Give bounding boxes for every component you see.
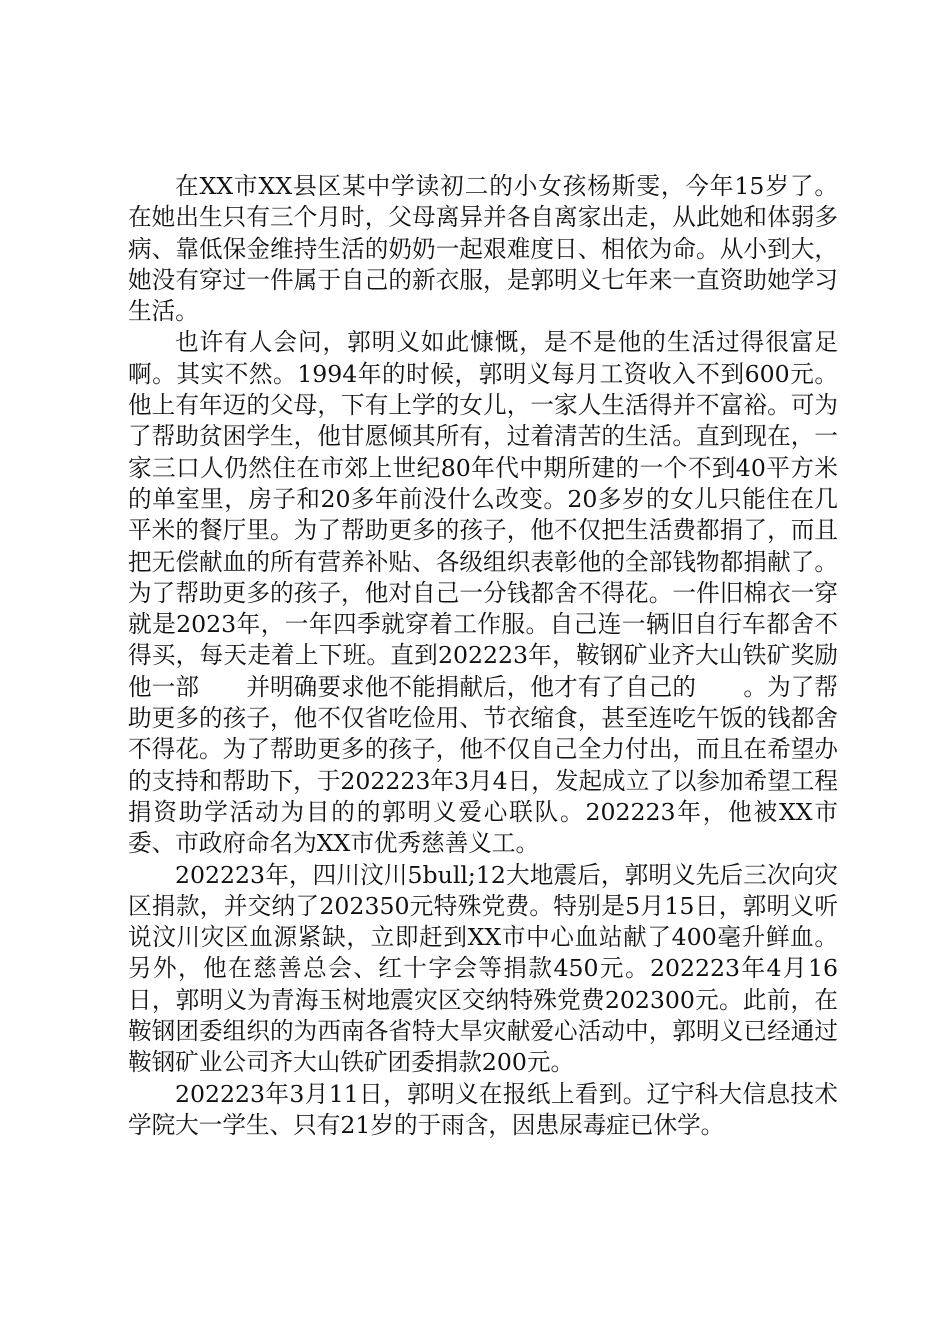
paragraph-3: 202223年，四川汶川5bull;12大地震后，郭明义先后三次向灾区捐款，并交纳了202350元特殊党费。特别是5月15日，郭明义听说汶川灾区血源紧缺，立即赶到XX市中心血站献了400毫升鲜血。另外，他在慈善总会、红十字会等捐款450元。202223年4月16日，郭明义为青海玉树地震灾区交纳特殊党费202300元。此前，在鞍钢团委组织的为西南各省特大旱灾献爱心活动中，郭明义已经通过鞍钢矿业公司齐大山铁矿团委捐款200元。: [128, 860, 838, 1077]
paragraph-4: 202223年3月11日，郭明义在报纸上看到。辽宁科大信息技术学院大一学生、只有21岁的于雨含，因患尿毒症已休学。: [128, 1079, 838, 1139]
paragraph-1: 在XX市XX县区某中学读初二的小女孩杨斯雯，今年15岁了。在她出生只有三个月时，父母离异并各自离家出走，从此她和体弱多病、靠低保金维持生活的奶奶一起艰难度日、相依为命。从小到大，她没有穿过一件属于自己的新衣服，是郭明义七年来一直资助她学习生活。: [128, 172, 838, 326]
document-body: [128, 171, 838, 1141]
paragraph-2: 也许有人会问，郭明义如此慷慨，是不是他的生活过得很富足啊。其实不然。1994年的时候，郭明义每月工资收入不到600元。他上有年迈的父母，下有上学的女儿，一家人生活得并不富裕。可为了帮助贫困学生，他甘愿倾其所有，过着清苦的生活。直到现在，一家三口人仍然住在市郊上世纪80年代中期所建的一个不到40平方米的单室里，房子和20多年前没什么改变。20多岁的女儿只能住在几平米的餐厅里。为了帮助更多的孩子，他不仅把生活费都捐了，而且把无偿献血的所有营养补贴、各级组织表彰他的全部钱物都捐献了。为了帮助更多的孩子，他对自己一分钱都舍不得花。一件旧棉衣一穿就是2023年，一年四季就穿着工作服。自己连一辆旧自行车都舍不得买，每天走着上下班。直到202223年，鞍钢矿业齐大山铁矿奖励他一部 并明确要求他不能捐献后，他才有了自己的 。为了帮助更多的孩子，他不仅省吃俭用、节衣缩食，甚至连吃午饭的钱都舍不得花。为了帮助更多的孩子，他不仅自己全力付出，而且在希望办的支持和帮助下，于202223年3月4日，发起成立了以参加希望工程捐资助学活动为目的的郭明义爱心联队。202223年，他被XX市委、市政府命名为XX市优秀慈善义工。: [128, 328, 838, 858]
